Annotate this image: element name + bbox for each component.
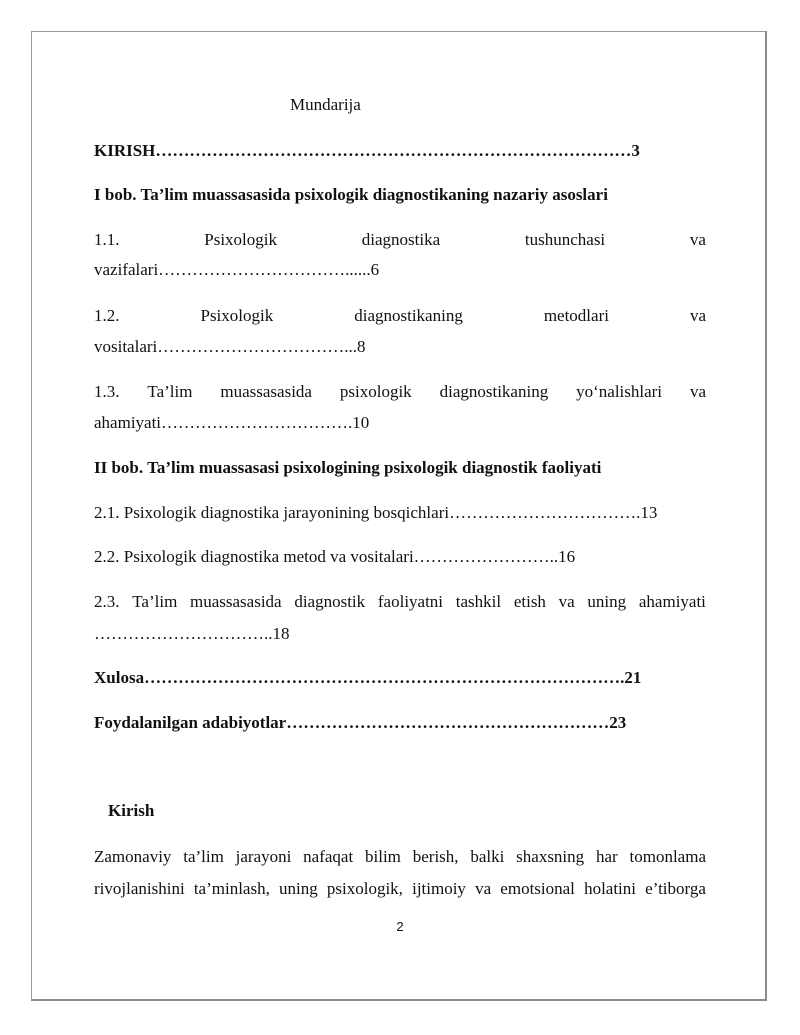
toc-word: muassasasida [190, 592, 282, 611]
toc-word: psixologik [339, 382, 412, 401]
toc-entry-xulosa: Xulosa………………………………………………………………………….21 [94, 668, 642, 687]
toc-word: Ta’lim [132, 592, 178, 611]
intro-word: psixologik, [326, 879, 403, 898]
intro-word: nafaqat [303, 847, 354, 866]
intro-word: berish, [412, 847, 459, 866]
section-heading-kirish: Kirish [108, 801, 155, 820]
toc-word: va [558, 592, 575, 611]
intro-word: ijtimoiy [412, 879, 466, 898]
toc-word: va [689, 382, 706, 401]
toc-chapter-1: I bob. Ta’lim muassasasida psixologik diagnostikaning nazariy asoslari [94, 185, 608, 204]
toc-word: diagnostikaning [439, 382, 549, 401]
intro-paragraph-line-1 [94, 847, 706, 867]
toc-entry-2-3-page: …………………………..18 [94, 624, 290, 643]
toc-entry-1-2-page: vositalari……………………………...8 [94, 337, 366, 356]
toc-word: tushunchasi [524, 230, 606, 249]
toc-word: uning [587, 592, 627, 611]
toc-word: 1.2. [94, 306, 120, 325]
toc-word: Psixologik [204, 230, 277, 249]
toc-entry-2-2: 2.2. Psixologik diagnostika metod va vositalari……………………..16 [94, 547, 576, 566]
intro-word: ta’lim [183, 847, 224, 866]
toc-word: va [689, 230, 706, 249]
toc-entry-1-1 [94, 230, 706, 250]
toc-word: Ta’lim [147, 382, 193, 401]
toc-word: diagnostik [294, 592, 366, 611]
toc-word: diagnostikaning [354, 306, 463, 325]
toc-chapter-2: II bob. Ta’lim muassasasi psixologining psixologik diagnostik faoliyati [94, 458, 602, 477]
intro-word: tomonlama [629, 847, 706, 866]
toc-entry-kirish: KIRISH…………………………………………………………………………3 [94, 141, 640, 160]
toc-word: 1.3. [94, 382, 120, 401]
intro-word: bilim [365, 847, 401, 866]
toc-entry-2-3 [94, 592, 706, 612]
toc-word: yo‘nalishlari [576, 382, 663, 401]
intro-word: balki [470, 847, 505, 866]
toc-word: 2.3. [94, 592, 120, 611]
toc-word: muassasasida [220, 382, 312, 401]
toc-entry-1-3-page: ahamiyati…………………………….10 [94, 413, 370, 432]
toc-entry-1-3 [94, 382, 706, 402]
toc-entry-foydalanilgan: Foydalanilgan adabiyotlar…………………………………………………23 [94, 713, 627, 732]
toc-word: faoliyatni [377, 592, 444, 611]
toc-word: 1.1. [94, 230, 120, 249]
intro-word: uning [279, 879, 318, 898]
toc-entry-1-2 [94, 306, 706, 326]
intro-word: holatini [584, 879, 637, 898]
page-number: 2 [396, 919, 404, 934]
page-title: Mundarija [290, 95, 361, 114]
toc-word: va [689, 306, 706, 325]
intro-word: Zamonaviy [94, 847, 172, 866]
intro-paragraph-line-2 [94, 879, 706, 899]
toc-word: ahamiyati [638, 592, 706, 611]
intro-word: ta’minlash, [193, 879, 270, 898]
intro-word: shaxsning [516, 847, 585, 866]
toc-entry-1-1-page: vazifalari……………………………......6 [94, 260, 380, 279]
intro-word: e’tiborga [645, 879, 706, 898]
toc-entry-2-1: 2.1. Psixologik diagnostika jarayonining bosqichlari…………………………….13 [94, 503, 658, 522]
intro-word: jarayoni [235, 847, 292, 866]
toc-word: tashkil [455, 592, 502, 611]
toc-word: metodlari [543, 306, 609, 325]
intro-word: emotsional [500, 879, 575, 898]
intro-word: har [595, 847, 618, 866]
toc-word: diagnostika [361, 230, 441, 249]
intro-word: va [475, 879, 492, 898]
intro-word: rivojlanishini [94, 879, 185, 898]
toc-word: etish [513, 592, 546, 611]
toc-word: Psixologik [200, 306, 274, 325]
